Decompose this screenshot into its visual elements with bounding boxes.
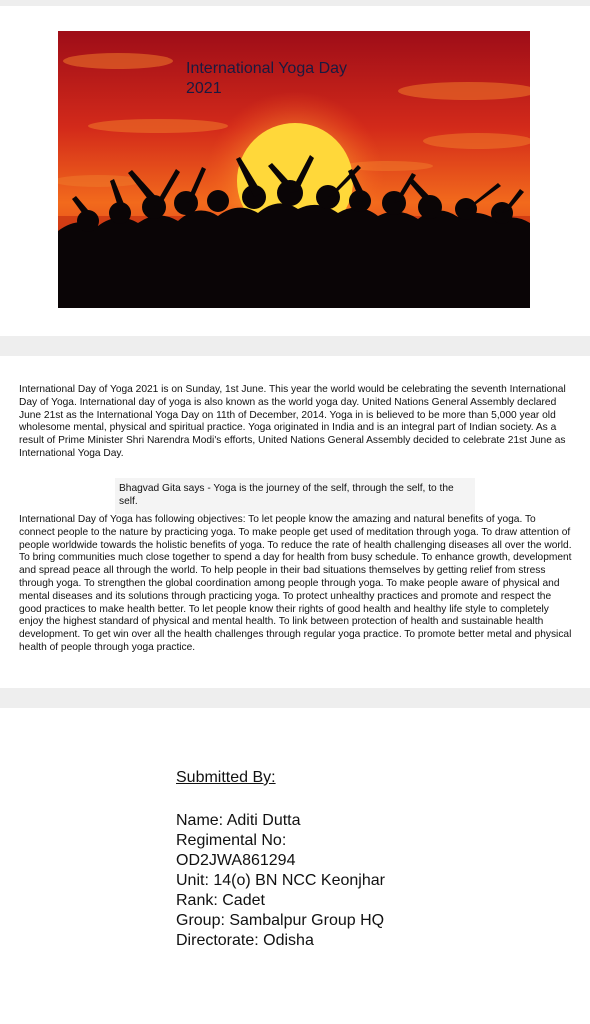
article-paragraph-objectives: International Day of Yoga has following objectives: To let people know the amazing and natural benefits of yoga. To connect people to the nature by practicing yoga. To make people get used of meditation through yoga. To draw attention of people worldwide towards the holistic benefits of yoga. To reduce the rate of health challenging diseases all over the world. To bring communities much close together to spend a day for health from busy schedule. To enhance growth, development and spread peace all through the world. To help people in their bad situations themselves by getting relief from stress through yoga. To strengthen the global coordination among people through yoga. To make people aware of physical and mental diseases and its solutions through practicing yoga. To protect unhealthy practices and promote and respect the good practices to make health better. To let people know their rights of good health and healthy life style to completely enjoy the highest standard of physical and mental health. To link between protection of health and sustainable health development. To get win over all the health challenges through regular yoga practice. To promote better metal and physical health of people through yoga practice. [19,514,572,653]
submitter-group: Group: Sambalpur Group HQ [176,912,385,929]
submitted-by-heading: Submitted By: [176,769,276,786]
submission-card [0,708,590,1024]
submitter-details [176,811,385,951]
section-divider [0,688,590,708]
gita-quote: Bhagvad Gita says - Yoga is the journey of the self, through the self, to the self. [115,478,475,514]
regimental-number: OD2JWA861294 [176,852,296,869]
submitter-rank: Rank: Cadet [176,892,265,909]
regimental-label: Regimental No: [176,832,287,849]
article-paragraph-intro: International Day of Yoga 2021 is on Sunday, 1st June. This year the world would be celebrating the seventh International Day of Yoga. International day of yoga is also known as the world yoga day. United Nations General Assembly declared June 21st as the International Yoga Day on 11th of December, 2014. Yoga in is believed to be more than 5,000 year old wholesome mental, physical and spiritual practice. Yoga originated in India and is an integral part of Indian society. As a result of Prime Minister Shri Narendra Modi's efforts, United Nations General Assembly decided to celebrate 21st June as International Yoga Day. [19,384,566,459]
banner-title: International Yoga Day 2021 [186,60,348,97]
section-divider [0,336,590,356]
yoga-day-banner-image [58,31,530,308]
article-card [0,356,590,688]
submitter-directorate: Directorate: Odisha [176,932,314,949]
submitter-name: Name: Aditi Dutta [176,812,301,829]
submitter-unit: Unit: 14(o) BN NCC Keonjhar [176,872,385,889]
